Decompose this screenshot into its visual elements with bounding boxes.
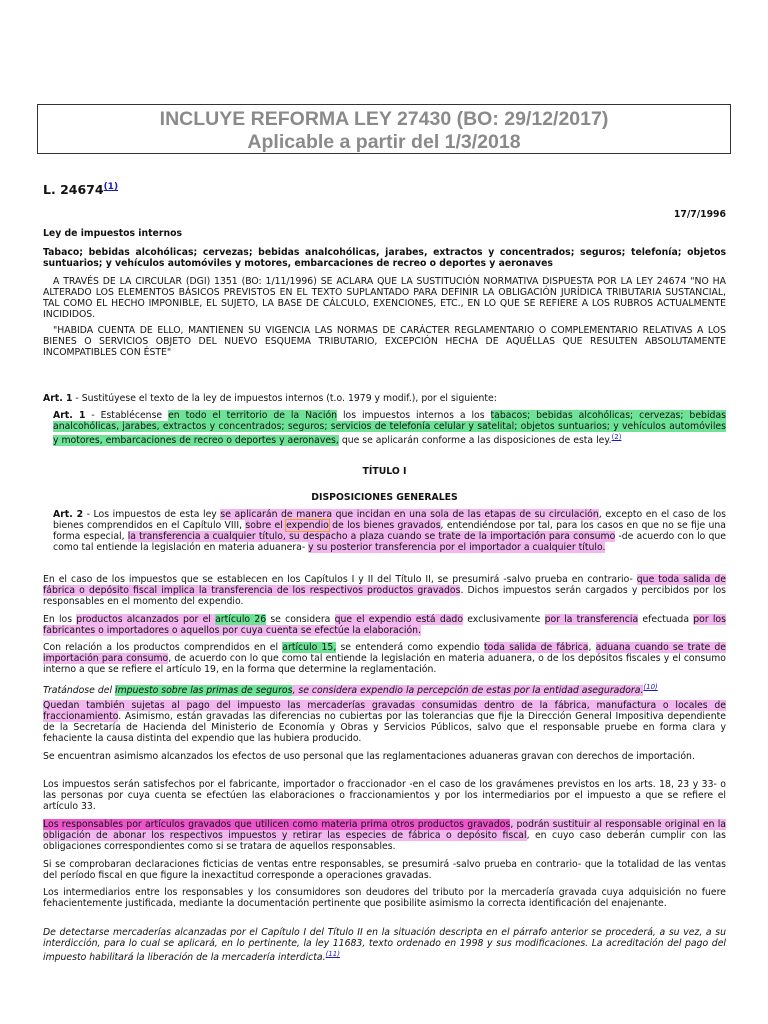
highlight: productos alcanzados por el: [76, 614, 216, 625]
footnote-link-11[interactable]: (11): [325, 950, 340, 958]
note-circular: A TRAVÉS DE LA CIRCULAR (DGI) 1351 (BO: 1/11/1996) SE ACLARA QUE LA SUSTITUCIÓN NORMATIVA DISPUESTA POR LA LEY 24674 "NO HA ALTERADO LOS ELEMENTOS BÁSICOS PREVISTOS EN EL TEXTO SUPLANTADO PARA DEFINIR LA OBLIGACIÓN JURÍDICA TRIBUTARIA SUSTANCIAL, TAL COMO EL HECHO IMPONIBLE, EL SUJETO, LA BASE DE CÁLCULO, EXENCIONES, ETC., EN LO QUE SE REFIERE A LOS RUBROS ACTUALMENTE INCIDIDOS.: [43, 276, 726, 320]
highlight: , se considera expendio la percepción de estas por la entidad aseguradora.: [292, 685, 644, 696]
law-date: 17/7/1996: [673, 209, 726, 220]
highlight: que toda salida de fábrica o depósito fiscal implica la transferencia de los respectivos productos gravados: [43, 574, 726, 596]
reform-banner: [37, 104, 731, 154]
highlight: Quedan también sujetas al pago del impuesto las mercaderías gravadas consumidas dentro de la fábrica, manufactura o locales de fraccionamiento: [43, 700, 726, 722]
para-efectos: Se encuentran asimismo alcanzados los efectos de uso personal que las reglamentaciones aduaneras gravan con derechos de importación.: [43, 751, 695, 762]
highlight-boxed: expendio: [286, 520, 329, 531]
art1-text: Art. 1 - Establécense en todo el territorio de la Nación los impuestos internos a los tabacos; bebidas alcohólicas; cervezas; bebidas analcohólicas, jarabes, extractos y concentrados; seguros; servicios de telefonía celular y satelital; objetos suntuarios; y vehículos automóviles y motores, embarcaciones de recreo o deportes y aeronaves, que se aplicarán conforme a las disposiciones de esta ley.$^{(2)}$: [53, 410, 726, 446]
highlight: Los responsables por artículos gravados que utilicen como materia prima otros productos gravados: [43, 819, 511, 830]
subheading: Tabaco; bebidas alcohólicas; cervezas; bebidas analcohólicas, jarabes, extractos y concentrados; seguros; telefonía; objetos suntuarios; y vehículos automóviles y motores, embarcaciones de recreo o deportes y aeronaves: [43, 247, 726, 269]
banner-line-1: INCLUYE REFORMA LEY 27430 (BO: 29/12/2017): [159, 108, 609, 130]
titulo: TÍTULO I: [362, 466, 407, 477]
law-title: L. 24674$^{(1)}$: [43, 182, 119, 197]
highlight: sobre el: [245, 520, 287, 531]
heading: Ley de impuestos internos: [43, 228, 182, 239]
para-detectarse: De detectarse mercaderías alcanzadas por el Capítulo I del Título II en la situación descripta en el párrafo anterior se procederá, a su vez, a su interdicción, para lo cual se aplicará, en lo pertinente, la ley 11683, texto ordenado en 1998 y sus modificaciones. La acreditación del pago del impuesto habilitará la liberación de la mercadería interdicta.$^{(11)}$: [43, 927, 726, 963]
highlight: impuesto sobre las primas de seguros: [114, 685, 293, 696]
para-intermediarios: Los intermediarios entre los responsables y los consumidores son deudores del tributo por la mercadería gravada cuya adquisición no fuere fehacientemente justificada, mediante la documentación pertinente que posibilite asimismo la correcta identificación del enajenante.: [43, 887, 726, 909]
highlight: se aplicarán de manera que incidan en una sola de las etapas de su circulación: [220, 509, 599, 520]
highlight: que el expendio está dado: [334, 614, 464, 625]
para-seguros: Tratándose del impuesto sobre las primas de seguros, se considera expendio la percepción de estas por la entidad aseguradora.$^{(10)}$: [43, 683, 658, 696]
para-art15: Con relación a los productos comprendidos en el artículo 15, se entenderá como expendio toda salida de fábrica, aduana cuando se trate de importación para consumo, de acuerdo con lo que como tal entiende la legislación en materia aduanera, o de los depósitos fiscales y el consumo interno a que se refiere el artículo 19, en la forma que determine la reglamentación.: [43, 642, 726, 675]
art2-text: Art. 2 - Los impuestos de esta ley se aplicarán de manera que incidan en una sola de las etapas de su circulación, excepto en el caso de los bienes comprendidos en el Capítulo VIII, sobre el expendio de los bienes gravados, entendiéndose por tal, para los casos en que no se fije una forma especial, la transferencia a cualquier título, su despacho a plaza cuando se trate de la importación para consumo -de acuerdo con lo que como tal entiende la legislación en materia aduanera- y su posterior transferencia por el importador a cualquier título.: [53, 509, 726, 553]
para-responsables: Los responsables por artículos gravados que utilicen como materia prima otros productos gravados, podrán sustituir al responsable original en la obligación de abonar los respectivos impuestos y retirar las especies de fábrica o depósito fiscal, en cuyo caso deberán cumplir con las obligaciones correspondientes como si se tratara de aquellos responsables.: [43, 819, 727, 852]
banner-line-2: Aplicable a partir del 1/3/2018: [247, 131, 521, 153]
highlight: aduana cuando se trate de importación para consumo: [43, 642, 726, 664]
highlight: y su posterior transferencia por el importador a cualquier título.: [308, 542, 606, 553]
highlight: artículo 15,: [282, 642, 337, 653]
highlight: de los bienes gravados: [328, 520, 441, 531]
highlight: artículo 26: [215, 614, 267, 625]
para-quedan: Quedan también sujetas al pago del impuesto las mercaderías gravadas consumidas dentro de la fábrica, manufactura o locales de fraccionamiento. Asimismo, están gravadas las diferencias no cubiertas por las tolerancias que fije la Dirección General Impositiva dependiente de la Secretaría de Hacienda del Ministerio de Economía y Obras y Servicios Públicos, salvo que el responsable pruebe en forma clara y fehaciente la causa distinta del expendio que las hubiera producido.: [43, 700, 726, 744]
art1-intro: Art. 1 - Sustitúyese el texto de la ley de impuestos internos (t.o. 1979 y modif.), por el siguiente:: [43, 393, 497, 404]
note-vigencia: "HABIDA CUENTA DE ELLO, MANTIENEN SU VIGENCIA LAS NORMAS DE CARÁCTER REGLAMENTARIO O COMPLEMENTARIO RELATIVAS A LOS BIENES O SERVICIOS OBJETO DEL NUEVO ESQUEMA TRIBUTARIO, EXCEPCIÓN HECHA DE AQUÉLLAS QUE RESULTEN ABSOLUTAMENTE INCOMPATIBLES CON ÉSTE": [43, 325, 726, 358]
disposiciones-title: DISPOSICIONES GENERALES: [311, 492, 458, 503]
highlight: tabacos; bebidas alcohólicas; cervezas; bebidas analcohólicas, jarabes, extractos y concentrados; seguros; servicios de telefonía celular y satelital; objetos suntuarios; y vehículos automóviles y motores, embarcaciones de recreo o deportes y aeronaves,: [53, 410, 726, 446]
para-capitulos: En el caso de los impuestos que se establecen en los Capítulos I y II del Título II, se presumirá -salvo prueba en contrario- que toda salida de fábrica o depósito fiscal implica la transferencia de los respectivos productos gravados. Dichos impuestos serán cargados y percibidos por los responsables en el momento del expendio.: [43, 574, 727, 607]
highlight: en todo el territorio de la Nación: [168, 410, 338, 421]
para-art26: En los productos alcanzados por el artículo 26 se considera que el expendio está dado exclusivamente por la transferencia efectuada por los fabricantes o importadores o aquellos por cuya cuenta se efectúe la elaboración.: [43, 614, 726, 636]
footnote-link-1[interactable]: (1): [103, 182, 119, 192]
para-ficticias: Si se comprobaran declaraciones ficticias de ventas entre responsables, se presumirá -salvo prueba en contrario- que la totalidad de las ventas del período fiscal en que figure la inexactitud corresponde a operaciones gravadas.: [43, 859, 726, 881]
para-satisfechos: Los impuestos serán satisfechos por el fabricante, importador o fraccionador -en el caso de los gravámenes previstos en los arts. 18, 23 y 33- o las personas por cuya cuenta se efectúen las elaboraciones o fraccionamientos y por los intermediarios por el impuesto a que se refiere el artículo 33.: [43, 779, 726, 812]
highlight: la transferencia a cualquier título, su despacho a plaza cuando se trate de la importación para consumo: [127, 531, 616, 542]
footnote-link-2[interactable]: (2): [611, 433, 622, 441]
highlight: por los fabricantes o importadores o aquellos por cuya cuenta se efectúe la elaboración.: [43, 614, 726, 636]
highlight: por la transferencia: [544, 614, 639, 625]
footnote-link-10[interactable]: (10): [643, 683, 658, 691]
highlight: toda salida de fábrica: [484, 642, 589, 653]
highlight: , podrán sustituir al responsable original en la obligación de abonar los respectivos impuestos y retirar las especies de fábrica o depósito fiscal: [43, 819, 727, 841]
